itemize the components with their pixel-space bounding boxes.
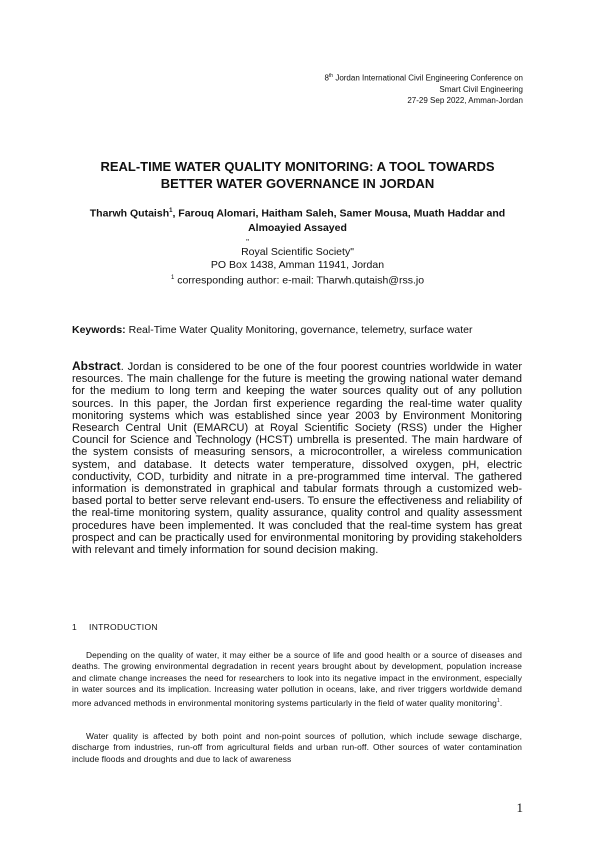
corr-text: corresponding author: e-mail: Tharwh.qutaish@rss.jo [174,274,425,287]
conference-ordinal-suffix: th [328,73,334,79]
section-heading [72,622,170,632]
title-line-2: BETTER WATER GOVERNANCE IN JORDAN [160,176,435,191]
paragraph-1-text: Depending on the quality of water, it may either be a source of life and good health or a source of diseases and deaths. The growing environmental degradation in recent years brought about by development, population increase and climate change increases the need for researchers to look into its negative impact in the environment, especially in water sources and its implication. Increasing water pollution in oceans, lake, and river triggers worldwide demand more advanced methods in environmental monitoring systems particularly in the field of water quality monitoring [72,650,522,708]
section-title: INTRODUCTION [89,622,158,632]
keywords [72,323,535,337]
author-list [60,204,535,235]
abstract-label: Abstract [72,359,121,373]
conference-ordinal: 8 [324,73,329,83]
keywords-text: Real-Time Water Quality Monitoring, governance, telemetry, surface water [125,324,473,336]
last-author: Almoayied Assayed [248,221,347,234]
corr-mark: 1 [170,275,175,281]
conference-name: Jordan International Civil Engineering Conference on [333,73,523,83]
title-line-1: REAL-TIME WATER QUALITY MONITORING: A TOOL TOWARDS [100,159,495,174]
address: PO Box 1438, Amman 11941, Jordan [210,259,385,271]
paragraph-1-end: . [499,697,503,708]
abstract [72,360,522,556]
body-paragraph-2: Water quality is affected by both point and non-point sources of pollution, which include sewage discharge, discharge from industries, run-off from agricultural fields and urban run-off. Other sources of water contamination include floods and droughts and due to lack of awareness [72,731,522,764]
author-footnote-mark: 1 [169,208,173,214]
conference-line-2: Smart Civil Engineering [439,84,523,94]
page-number: 1 [516,800,523,815]
conference-line-1 [324,71,523,84]
affiliation-mark: " [246,238,249,247]
affiliation-block [60,240,535,288]
coauthors: , Farouq Alomari, Haitham Saleh, Samer Mousa, Muath Haddar and [172,207,506,220]
paper-title [60,158,535,192]
abstract-text: . Jordan is considered to be one of the four poorest countries worldwide in water resources. The main challenge for the future is meeting the growing national water demand for the medium to long term and keeping the water sources quality out of any pollution sources. In this paper, the Jordan first experience regarding the real-time water quality monitoring systems which was established since year 2003 by Environment Monitoring Research Central Unit (EMARCU) at Royal Scientific Society (RSS) under the Higher Council for Science and Technology (HCST) umbrella is presented. The main hardware of the system consists of measuring sensors, a microcontroller, a wireless communication system, and database. It detects water temperature, dissolved oxygen, pH, electric conductivity, COD, turbidity and nitrate in a pre-programmed time interval. The gathered information is demonstrated in graphical and tabular formats through a customized web-based portal to better serve relevant end-users. To ensure the effectiveness and reliability of the real-time monitoring system, quality assurance, quality control and quality assessment procedures have been implemented. It was concluded that the real-time system has great prospect and can be practically used for environmental monitoring by providing stakeholders with relevant and timely information for sound decision making. [72,361,522,557]
organization: Royal Scientific Society" [241,246,354,258]
conference-dates: 27-29 Sep 2022, Amman-Jordan [407,95,523,105]
corresponding-author [60,272,535,288]
body-paragraph-1 [72,650,522,709]
citation-mark: 1 [496,697,500,704]
section-number: 1 [72,622,78,632]
first-author: Tharwh Qutaish [89,207,170,220]
keywords-label: Keywords: [72,324,126,336]
conference-header [324,71,523,106]
